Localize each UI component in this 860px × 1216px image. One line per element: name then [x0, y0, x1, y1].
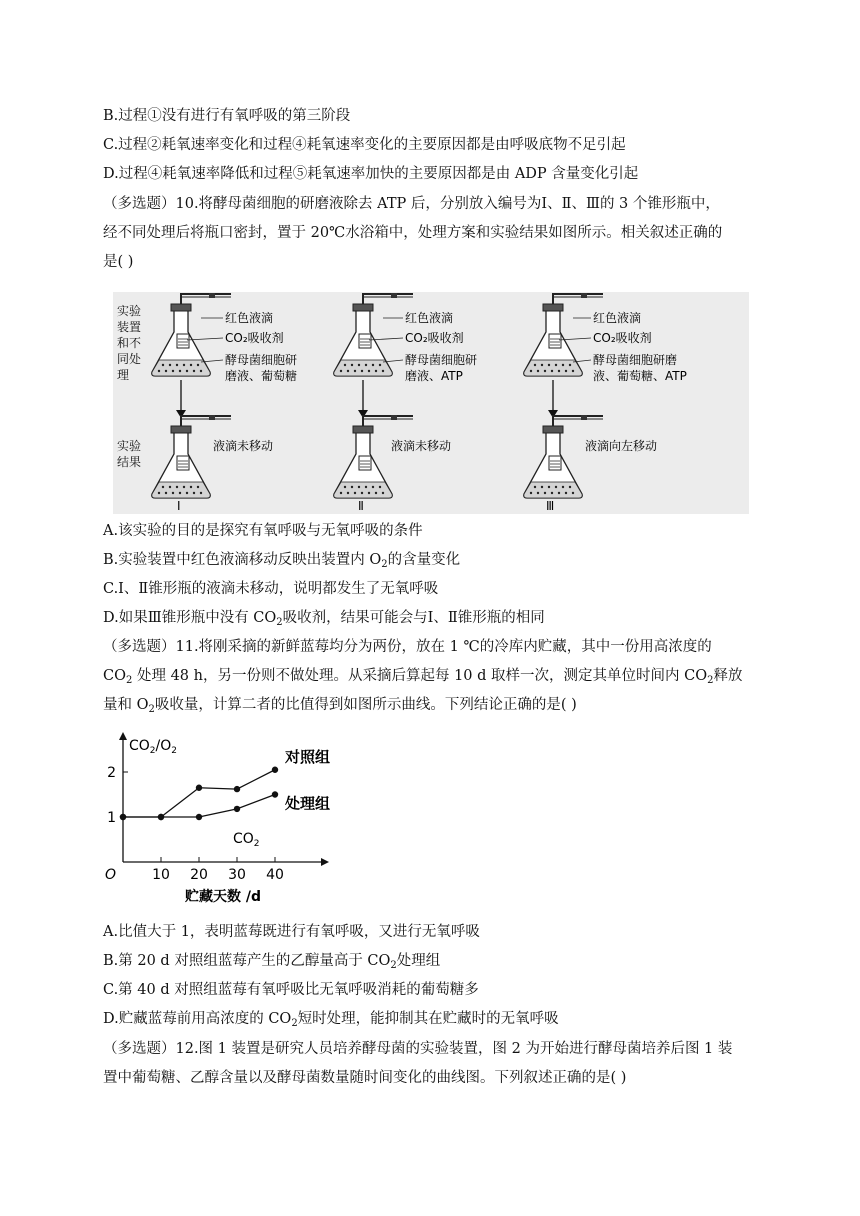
- row2-label-1: 实验: [117, 439, 142, 453]
- x-tick-label-10: 10: [152, 867, 170, 883]
- q10-option-d-post: 吸收剂，结果可能会与Ⅰ、Ⅱ锥形瓶的相同: [282, 610, 545, 626]
- y-axis-arrow: [119, 732, 127, 740]
- q11-stem-line1: （多选题）11.将刚采摘的新鲜蓝莓均分为两份，放在 1 ℃的冷库内贮藏，其中一份用高浓度的: [103, 639, 712, 655]
- flask2-content2: 磨液、ATP: [405, 369, 463, 383]
- series-label-control: 对照组: [285, 747, 331, 766]
- q11-stem-line2: [103, 666, 743, 691]
- series-line-0: [123, 770, 275, 817]
- q11-stem-line2-a: CO: [103, 668, 126, 684]
- x-tick-label-30: 30: [228, 867, 246, 883]
- q11-option-b: [103, 951, 440, 976]
- q10-option-b-post: 的含量变化: [387, 552, 461, 568]
- q9-option-d: D.过程④耗氧速率降低和过程⑤耗氧速率加快的主要原因都是由 ADP 含量变化引起: [103, 166, 639, 182]
- q11-stem-line3-sub: 2: [148, 704, 155, 715]
- q11-option-b-post: 处理组: [396, 953, 441, 969]
- q11-stem-line2-c: 释放: [713, 668, 743, 684]
- q9-option-b: B.过程①没有进行有氧呼吸的第三阶段: [103, 108, 351, 124]
- flask2-result: 液滴未移动: [391, 439, 452, 453]
- x-tick-label-40: 40: [266, 867, 284, 883]
- q11-stem-line3: [103, 695, 577, 720]
- series-0-point-3: [234, 786, 240, 792]
- x-tick-label-20: 20: [190, 867, 208, 883]
- series-0-point-2: [196, 785, 202, 791]
- y-tick-label-1: 1: [107, 810, 116, 826]
- q10-option-a: A.该实验的目的是探究有氧呼吸与无氧呼吸的条件: [103, 523, 423, 539]
- q11-option-d-pre: D.贮藏蓝莓前用高浓度的 CO: [103, 1011, 292, 1027]
- q10-option-b: [103, 550, 460, 575]
- row1-label-5: 理: [117, 368, 130, 382]
- q10-option-d: [103, 608, 545, 633]
- q9-option-c: C.过程②耗氧速率变化和过程④耗氧速率变化的主要原因都是由呼吸底物不足引起: [103, 137, 626, 153]
- series-1-point-1: [158, 814, 164, 820]
- q11-option-d: [103, 1009, 559, 1034]
- flask2-drop-label: 红色液滴: [405, 311, 454, 325]
- flask1-content1: 酵母菌细胞研: [225, 353, 298, 367]
- origin-label: O: [105, 867, 117, 883]
- y-axis-label: $CO_2/O_2$: [129, 738, 178, 756]
- co2-annotation: $CO_2$: [233, 831, 260, 849]
- q10-figure: [113, 292, 749, 514]
- flask1-roman: Ⅰ: [177, 499, 181, 513]
- flask1-absorb-label: CO₂吸收剂: [225, 331, 284, 345]
- q11-stem-line2-b: 处理 48 h，另一份则不做处理。从采摘后算起每 10 d 取样一次，测定其单位时间内 CO: [132, 668, 708, 684]
- flask3-result: 液滴向左移动: [585, 439, 658, 453]
- q11-stem-line3-b: 吸收量，计算二者的比值得到如图所示曲线。下列结论正确的是( ): [154, 697, 577, 713]
- flask2-absorb-label: CO₂吸收剂: [405, 331, 464, 345]
- q10-stem-line1: （多选题）10.将酵母菌细胞的研磨液除去 ATP 后，分别放入编号为Ⅰ、Ⅱ、Ⅲ的 3 个锥形瓶中，: [103, 196, 720, 212]
- series-1-point-2: [196, 814, 202, 820]
- series-1-point-3: [234, 806, 240, 812]
- flask3-roman: Ⅲ: [546, 499, 555, 513]
- row1-label-1: 实验: [117, 304, 142, 318]
- series-label-treated: 处理组: [285, 794, 331, 813]
- q11-chart: [103, 728, 353, 906]
- q11-option-b-sub: 2: [390, 960, 397, 971]
- flask2-roman: Ⅱ: [358, 499, 364, 513]
- x-axis-label: 贮藏天数 /d: [184, 889, 262, 905]
- row1-label-3: 和不: [117, 336, 142, 350]
- flask1-result: 液滴未移动: [213, 439, 274, 453]
- q11-option-d-post: 短时处理，能抑制其在贮藏时的无氧呼吸: [297, 1011, 559, 1027]
- series-1-point-4: [272, 791, 278, 797]
- q12-stem-line1: （多选题）12.图 1 装置是研究人员培养酵母菌的实验装置，图 2 为开始进行酵母菌培养后图 1 装: [103, 1041, 733, 1057]
- row1-label-2: 装置: [117, 320, 142, 334]
- q11-option-d-sub: 2: [291, 1018, 298, 1029]
- q10-option-d-sub: 2: [276, 617, 283, 628]
- q11-option-a: A.比值大于 1，表明蓝莓既进行有氧呼吸，又进行无氧呼吸: [103, 924, 480, 940]
- q11-stem-line3-a: 量和 O: [103, 697, 149, 713]
- q10-stem-line3: 是( ): [103, 254, 134, 270]
- q10-stem-line2: 经不同处理后将瓶口密封，置于 20℃水浴箱中，处理方案和实验结果如图所示。相关叙述正确的: [103, 225, 723, 241]
- flask1-content2: 磨液、葡萄糖: [225, 369, 298, 383]
- flask3-absorb-label: CO₂吸收剂: [593, 331, 652, 345]
- row2-label-2: 结果: [117, 455, 142, 469]
- flask3-drop-label: 红色液滴: [593, 311, 642, 325]
- series-0-point-4: [272, 767, 278, 773]
- x-axis-arrow: [321, 858, 329, 866]
- flask3-content2: 液、葡萄糖、ATP: [593, 369, 687, 383]
- q10-option-c: C.Ⅰ、Ⅱ锥形瓶的液滴未移动，说明都发生了无氧呼吸: [103, 581, 439, 597]
- series-1-point-0: [120, 814, 126, 820]
- flask1-drop-label: 红色液滴: [225, 311, 274, 325]
- q10-option-b-sub: 2: [381, 559, 388, 570]
- q11-option-c: C.第 40 d 对照组蓝莓有氧呼吸比无氧呼吸消耗的葡萄糖多: [103, 982, 479, 998]
- flask2-content1: 酵母菌细胞研: [405, 353, 478, 367]
- q11-option-b-pre: B.第 20 d 对照组蓝莓产生的乙醇量高于 CO: [103, 953, 391, 969]
- q11-stem-line2-sub2: 2: [707, 675, 714, 686]
- series-line-1: [123, 795, 275, 818]
- y-tick-label-2: 2: [107, 765, 116, 781]
- flask3-content1: 酵母菌细胞研磨: [593, 353, 678, 367]
- row1-label-4: 同处: [117, 352, 142, 366]
- q12-stem-line2: 置中葡萄糖、乙醇含量以及酵母菌数量随时间变化的曲线图。下列叙述正确的是( ): [103, 1070, 627, 1086]
- q10-option-d-pre: D.如果Ⅲ锥形瓶中没有 CO: [103, 610, 277, 626]
- q11-stem-line2-sub1: 2: [125, 675, 133, 686]
- q10-option-b-pre: B.实验装置中红色液滴移动反映出装置内 O: [103, 552, 382, 568]
